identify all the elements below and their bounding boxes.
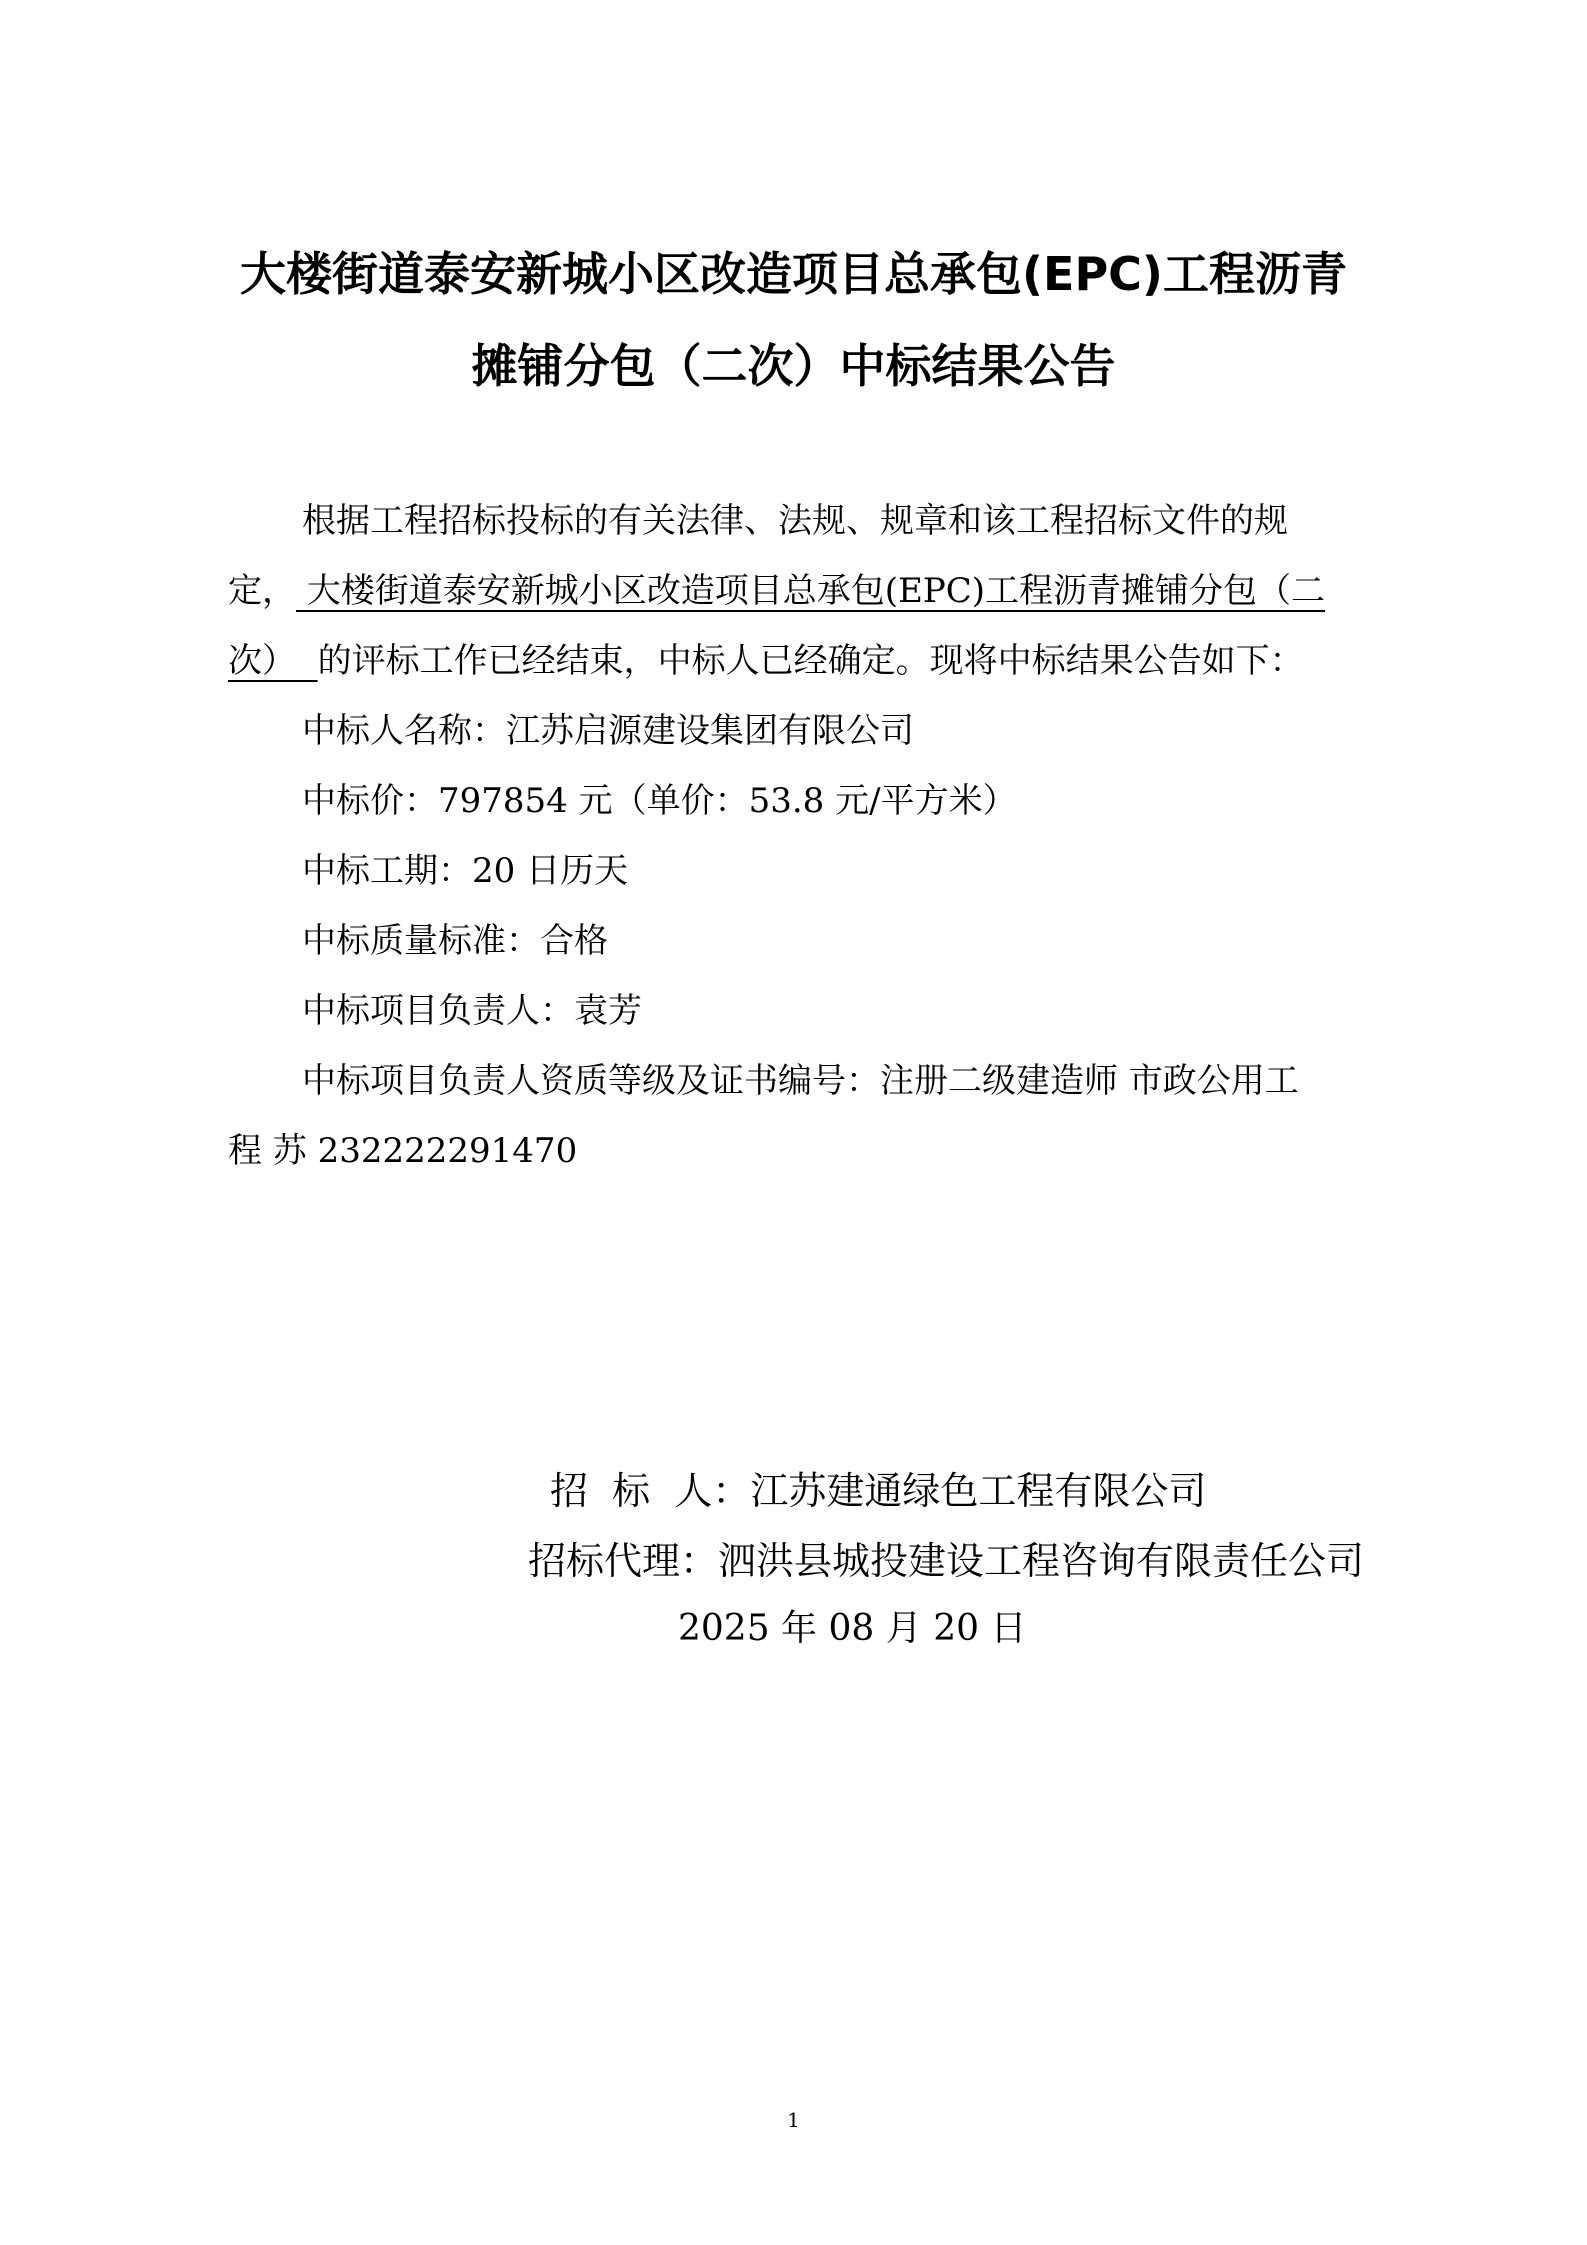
title-line-1: 大楼街道泰安新城小区改造项目总承包(EPC)工程沥青 (240, 247, 1347, 301)
announcement-date: 2025 年 08 月 20 日 (678, 1608, 1027, 1649)
project-name-underlined-1: 大楼街道泰安新城小区改造项目总承包(EPC)工程沥青摊铺分包（二 (296, 571, 1326, 611)
intro-line-1: 根据工程招标投标的有关法律、法规、规章和该工程招标文件的规 (302, 501, 1288, 541)
intro-prefix: 定， (228, 571, 296, 611)
tender-agent: 招标代理：泗洪县城投建设工程咨询有限责任公司 (528, 1539, 1365, 1583)
manager-qualification-line-1: 中标项目负责人资质等级及证书编号：注册二级建造师 市政公用工 (302, 1061, 1299, 1101)
intro-line-3 (228, 626, 1304, 696)
project-name-underlined-2: 次） (228, 641, 318, 681)
contract-duration: 中标工期：20 日历天 (302, 851, 629, 891)
project-manager: 中标项目负责人：袁芳 (302, 991, 642, 1031)
title-line-2: 摊铺分包（二次）中标结果公告 (471, 339, 1116, 393)
intro-suffix: 的评标工作已经结束，中标人已经确定。现将中标结果公告如下： (317, 641, 1304, 681)
page-number: 1 (787, 2108, 800, 2132)
tenderer: 招 标 人：江苏建通绿色工程有限公司 (550, 1469, 1207, 1513)
winning-price: 中标价：797854 元（单价：53.8 元/平方米） (302, 781, 1017, 821)
quality-standard: 中标质量标准：合格 (302, 921, 608, 961)
intro-line-2 (228, 556, 1325, 626)
manager-qualification-line-2: 程 苏 232222291470 (228, 1131, 578, 1171)
winner-name: 中标人名称：江苏启源建设集团有限公司 (302, 711, 914, 751)
